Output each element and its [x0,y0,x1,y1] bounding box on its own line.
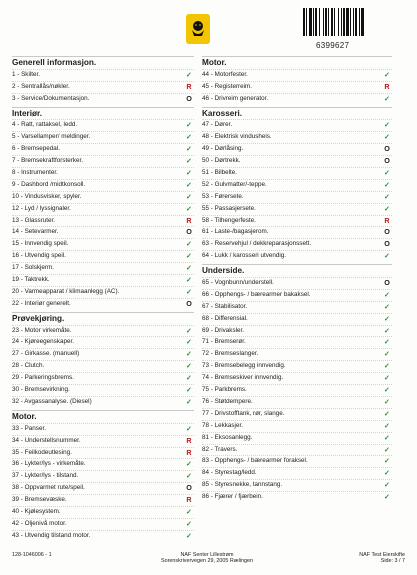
checkmark-icon: ✓ [383,132,391,142]
checkmark-icon: ✓ [185,530,193,540]
checklist-item [12,494,194,506]
checklist-item [202,215,392,227]
checklist-item [202,336,392,348]
checklist-item [202,250,392,262]
checkmark-icon: ✓ [185,69,193,79]
checklist-item [202,93,392,105]
checkmark-icon: ✓ [383,191,391,201]
checkmark-icon: ✓ [185,144,193,154]
checklist-item-label: 71 - Bremserør. [202,338,246,346]
status-mark: R [186,495,192,505]
checklist-item [12,119,194,131]
checklist-item-label: 51 - Bilbelte. [202,169,238,177]
checkmark-icon: ✓ [185,385,193,395]
checklist-item-label: 66 - Opphengs- / bærearmer bakaksel. [202,290,311,298]
status-mark: O [384,239,390,249]
checklist-item-label: 12 - Lyd / lyssignaler. [12,204,71,212]
checklist-item [202,348,392,360]
checklist-item-label: 61 - Laste-/bagasjerom. [202,228,269,236]
checklist-item [12,179,194,191]
checklist-item-label: 72 - Bremseslanger. [202,350,259,358]
checklist-item-label: 84 - Styrestag/ledd. [202,469,257,477]
barcode [303,8,389,36]
barcode-bar [355,8,357,36]
checklist-item [12,435,194,447]
checklist-item-label: 68 - Differensial. [202,314,248,322]
checkmark-icon: ✓ [185,396,193,406]
checklist-item-label: 76 - Støtdempere. [202,397,253,405]
checkmark-icon: ✓ [185,337,193,347]
checkmark-icon: ✓ [185,471,193,481]
checklist-item-label: 4 - Ratt, rattaksel, ledd. [12,121,78,129]
footer-center-address: Sorenskrivervegen 29, 2005 Rælingen [161,558,253,565]
checklist-item [202,238,392,250]
status-mark: R [186,435,192,445]
checklist-item [202,301,392,313]
checkmark-icon: ✓ [185,349,193,359]
barcode-bar [353,8,354,36]
checklist-item-label: 49 - Dørlåsing. [202,145,244,153]
checklist-item-label: 86 - Fjærer / fjærbein. [202,493,263,501]
checklist-item [12,143,194,155]
checklist-item [12,81,194,93]
checklist-item [202,384,392,396]
barcode-bar [309,8,312,36]
checklist-item-label: 47 - Dører. [202,121,233,129]
checklist-item [12,518,194,530]
checklist-item [12,250,194,262]
checkmark-icon: ✓ [185,459,193,469]
barcode-bar [323,8,324,36]
checklist-item-label: 58 - Tilhengerfeste. [202,216,256,224]
checklist-item-label: 29 - Parkeringsbrems. [12,374,74,382]
naf-logo [186,14,210,44]
checklist-item-label: 44 - Motorfester. [202,70,248,78]
checklist-item-label: 77 - Drivstofftank, rør, slange. [202,409,285,417]
checklist-item-label: 8 - Instrumenter. [12,169,58,177]
checklist-item [12,384,194,396]
checklist-item-label: 45 - Registerreim. [202,82,253,90]
footer-page-number: Side: 3 / 7 [380,558,405,565]
checklist-item-label: 46 - Drivreim generator. [202,94,269,102]
footer-doc-title: NAF Test Eierskifte [359,552,405,558]
section-title: Generell informasjon. [12,56,194,69]
status-mark: O [186,483,192,493]
checklist-item [202,420,392,432]
checkmark-icon: ✓ [185,361,193,371]
checklist-item-label: 69 - Drivaksler. [202,326,244,334]
checklist-item [12,325,194,337]
barcode-bar [359,8,360,36]
checklist-item [202,191,392,203]
footer-page-info [359,552,405,565]
checklist-item [12,69,194,81]
barcode-bar [341,8,342,36]
checklist-item-label: 22 - Interiør generelt. [12,299,71,307]
status-mark: O [384,144,390,154]
checklist-item-label: 63 - Reservehjul / dekkreparasjonssett. [202,240,312,248]
checklist-item-label: 9 - Dashbord /midtkonsoll. [12,180,86,188]
checkmark-icon: ✓ [383,69,391,79]
checklist-item-label: 36 - Lykter/lys - virkemåte. [12,460,86,468]
checklist-item-label: 6 - Bremsepedal. [12,145,60,153]
checkmark-icon: ✓ [383,251,391,261]
section-title: Interiør. [12,107,194,120]
checklist-item-label: 32 - Avgassanalyse. (Diesel) [12,397,92,405]
checkmark-icon: ✓ [383,480,391,490]
checklist-item [12,447,194,459]
barcode-bar [338,8,339,36]
checklist-item [202,479,392,491]
checkmark-icon: ✓ [185,179,193,189]
checklist-item [202,167,392,179]
checkmark-icon: ✓ [383,492,391,502]
checklist-item [12,298,194,310]
checkmark-icon: ✓ [383,301,391,311]
checklist-item [202,444,392,456]
barcode-bar [328,8,329,36]
checklist-item-label: 2 - Sentrallås/nøkler. [12,82,70,90]
checklist-item-label: 34 - Understellsnummer. [12,436,81,444]
checklist-item-label: 43 - Utvendig tilstand motor. [12,531,91,539]
checklist-item [12,506,194,518]
checklist-item-label: 74 - Bremseskiver innvendig. [202,374,284,382]
checkmark-icon: ✓ [383,325,391,335]
checkmark-icon: ✓ [185,518,193,528]
checklist-item-label: 13 - Glassruter. [12,216,56,224]
checklist-item-label: 19 - Taktrekk. [12,276,50,284]
checklist-item [202,313,392,325]
checklist-item [12,155,194,167]
checklist-item-label: 1 - Skilter. [12,70,40,78]
checkmark-icon: ✓ [383,313,391,323]
status-mark: O [384,227,390,237]
status-mark: R [384,215,390,225]
checklist-item [202,289,392,301]
checklist-item-label: 20 - Varmeapparat / klimaanlegg (AC). [12,287,120,295]
status-mark: O [384,278,390,288]
checklist-item [202,179,392,191]
checklist-item-label: 5 - Varsellamper/ meldinger. [12,133,91,141]
checklist-item-label: 42 - Oljenivå motor. [12,519,67,527]
checklist-item-label: 55 - Passasjersete. [202,204,256,212]
checklist-item-label: 50 - Dørtrekk. [202,157,241,165]
section-title: Underside. [202,264,392,277]
barcode-bar [350,8,351,36]
checklist-item-label: 30 - Bremsevirkning. [12,386,70,394]
right-column [202,56,392,503]
checklist-item-label: 39 - Bremsevæske. [12,496,67,504]
checklist-item [12,131,194,143]
checklist-item-label: 16 - Utvendig speil. [12,252,66,260]
barcode-bar [325,8,327,36]
checkmark-icon: ✓ [185,275,193,285]
checkmark-icon: ✓ [383,179,391,189]
checklist-item [202,119,392,131]
checklist-item-label: 14 - Setevarmer. [12,228,59,236]
status-mark: R [186,81,192,91]
checkmark-icon: ✓ [383,444,391,454]
section-title: Karosseri. [202,107,392,120]
checklist-item-label: 7 - Bremsekraftforsterker. [12,157,84,165]
status-mark: O [186,298,192,308]
checkmark-icon: ✓ [185,203,193,213]
checklist-item [202,432,392,444]
checkmark-icon: ✓ [383,349,391,359]
checklist-item-label: 65 - Vognbunn/understell. [202,279,274,287]
checklist-item [12,226,194,238]
checkmark-icon: ✓ [185,325,193,335]
checklist-item-label: 33 - Panser. [12,424,46,432]
checklist-item-label: 73 - Bremsebelegg innvendig. [202,362,286,370]
checklist-item [12,262,194,274]
checklist-item [12,238,194,250]
checklist-item [202,396,392,408]
checklist-item [202,408,392,420]
status-mark: R [186,215,192,225]
checklist-item-label: 15 - Innvendig speil. [12,240,69,248]
checklist-item [202,155,392,167]
checkmark-icon: ✓ [383,203,391,213]
section-title: Motor. [202,56,392,69]
checklist-item [12,215,194,227]
status-mark: O [186,93,192,103]
checklist-item-label: 81 - Eksosanlegg. [202,433,253,441]
checklist-item [12,396,194,408]
checkmark-icon: ✓ [383,396,391,406]
checklist-item [202,455,392,467]
status-mark: O [186,227,192,237]
barcode-number: 6399627 [316,41,350,50]
checklist-item [12,191,194,203]
checkmark-icon: ✓ [185,251,193,261]
checklist-item [12,530,194,542]
checkmark-icon: ✓ [185,120,193,130]
checkmark-icon: ✓ [383,385,391,395]
footer-center-name: NAF Senter Lillestrøm [180,552,234,558]
checklist-item [202,81,392,93]
checkmark-icon: ✓ [383,420,391,430]
checkmark-icon: ✓ [383,93,391,103]
checkmark-icon: ✓ [383,373,391,383]
checkmark-icon: ✓ [383,289,391,299]
barcode-bar [306,8,307,36]
checklist-item-label: 67 - Stabilisator. [202,302,248,310]
checkmark-icon: ✓ [185,156,193,166]
checkmark-icon: ✓ [185,423,193,433]
checklist-item-label: 27 - Girkasse. (manuell) [12,350,80,358]
checklist-item [202,226,392,238]
checkmark-icon: ✓ [185,506,193,516]
checklist-item [12,458,194,470]
checkmark-icon: ✓ [185,286,193,296]
checklist-item-label: 37 - Lykter/lys - tilstand. [12,472,79,480]
checkmark-icon: ✓ [185,239,193,249]
checkmark-icon: ✓ [383,468,391,478]
checklist-item-label: 38 - Oppvarmet rute/speil. [12,484,85,492]
checkmark-icon: ✓ [383,432,391,442]
checklist-item [202,360,392,372]
barcode-bar [334,8,335,36]
lion-emblem-icon [188,18,208,40]
checkmark-icon: ✓ [383,120,391,130]
barcode-bar [313,8,314,36]
checklist-item-label: 24 - Kjøreegenskaper. [12,338,74,346]
checkmark-icon: ✓ [185,263,193,273]
checklist-item [12,423,194,435]
checklist-item [202,203,392,215]
barcode-bar [315,8,317,36]
checklist-item [12,360,194,372]
checklist-item [12,203,194,215]
checklist-item [12,348,194,360]
checklist-item [202,69,392,81]
barcode-bar [331,8,333,36]
checklist-item-label: 17 - Solskjerm. [12,264,54,272]
checklist-item [12,274,194,286]
checklist-item [202,143,392,155]
checkmark-icon: ✓ [185,191,193,201]
checkmark-icon: ✓ [383,456,391,466]
checklist-item-label: 78 - Lekkasjer. [202,421,243,429]
checklist-item [12,93,194,105]
checkmark-icon: ✓ [185,132,193,142]
barcode-bar [343,8,345,36]
footer-address [152,552,262,565]
checkmark-icon: ✓ [383,168,391,178]
checklist-item-label: 10 - Vindusvisker, spyler. [12,192,82,200]
checklist-item [202,325,392,337]
checklist-item-label: 75 - Parkbrems. [202,386,247,394]
section-title: Motor. [12,410,194,423]
checklist-item-label: 40 - Kjølesystem. [12,507,61,515]
checklist-item [12,372,194,384]
checklist-item [202,131,392,143]
section-title: Prøvekjøring. [12,312,194,325]
checklist-item [202,277,392,289]
checklist-item-label: 64 - Lukk / karosseri utvendig. [202,252,286,260]
status-mark: O [384,156,390,166]
checklist-item-label: 52 - Gulvmatter/-teppe. [202,180,267,188]
checklist-item-label: 3 - Service/Dokumentasjon. [12,94,90,102]
checklist-item [12,286,194,298]
checklist-item [202,491,392,503]
checklist-item [12,167,194,179]
checklist-item [12,482,194,494]
status-mark: R [384,81,390,91]
checklist-item-label: 85 - Styresnekke, tannstang. [202,481,283,489]
checklist-item [202,372,392,384]
footer-reference: 128-1046006 - 1 [12,552,52,558]
checkmark-icon: ✓ [383,337,391,347]
left-column [12,56,194,542]
checkmark-icon: ✓ [383,408,391,418]
status-mark: R [186,447,192,457]
checklist-item-label: 48 - Elektrisk vindusheis. [202,133,272,141]
checklist-item-label: 53 - Førersete. [202,192,244,200]
checklist-item-label: 23 - Motor virkemåte. [12,326,72,334]
checklist-item-label: 35 - Feilkodeutlesing. [12,448,72,456]
checklist-item [202,467,392,479]
checklist-item-label: 28 - Clutch. [12,362,45,370]
barcode-bar [346,8,349,36]
checklist-item [12,470,194,482]
checkmark-icon: ✓ [185,373,193,383]
checklist-item [12,336,194,348]
barcode-bar [361,8,364,36]
checklist-item-label: 83 - Opphengs- / bærearmer foraksel. [202,457,308,465]
barcode-bar [303,8,305,36]
checkmark-icon: ✓ [383,361,391,371]
barcode-bar [319,8,320,36]
checkmark-icon: ✓ [185,168,193,178]
checklist-item-label: 82 - Travers. [202,445,238,453]
